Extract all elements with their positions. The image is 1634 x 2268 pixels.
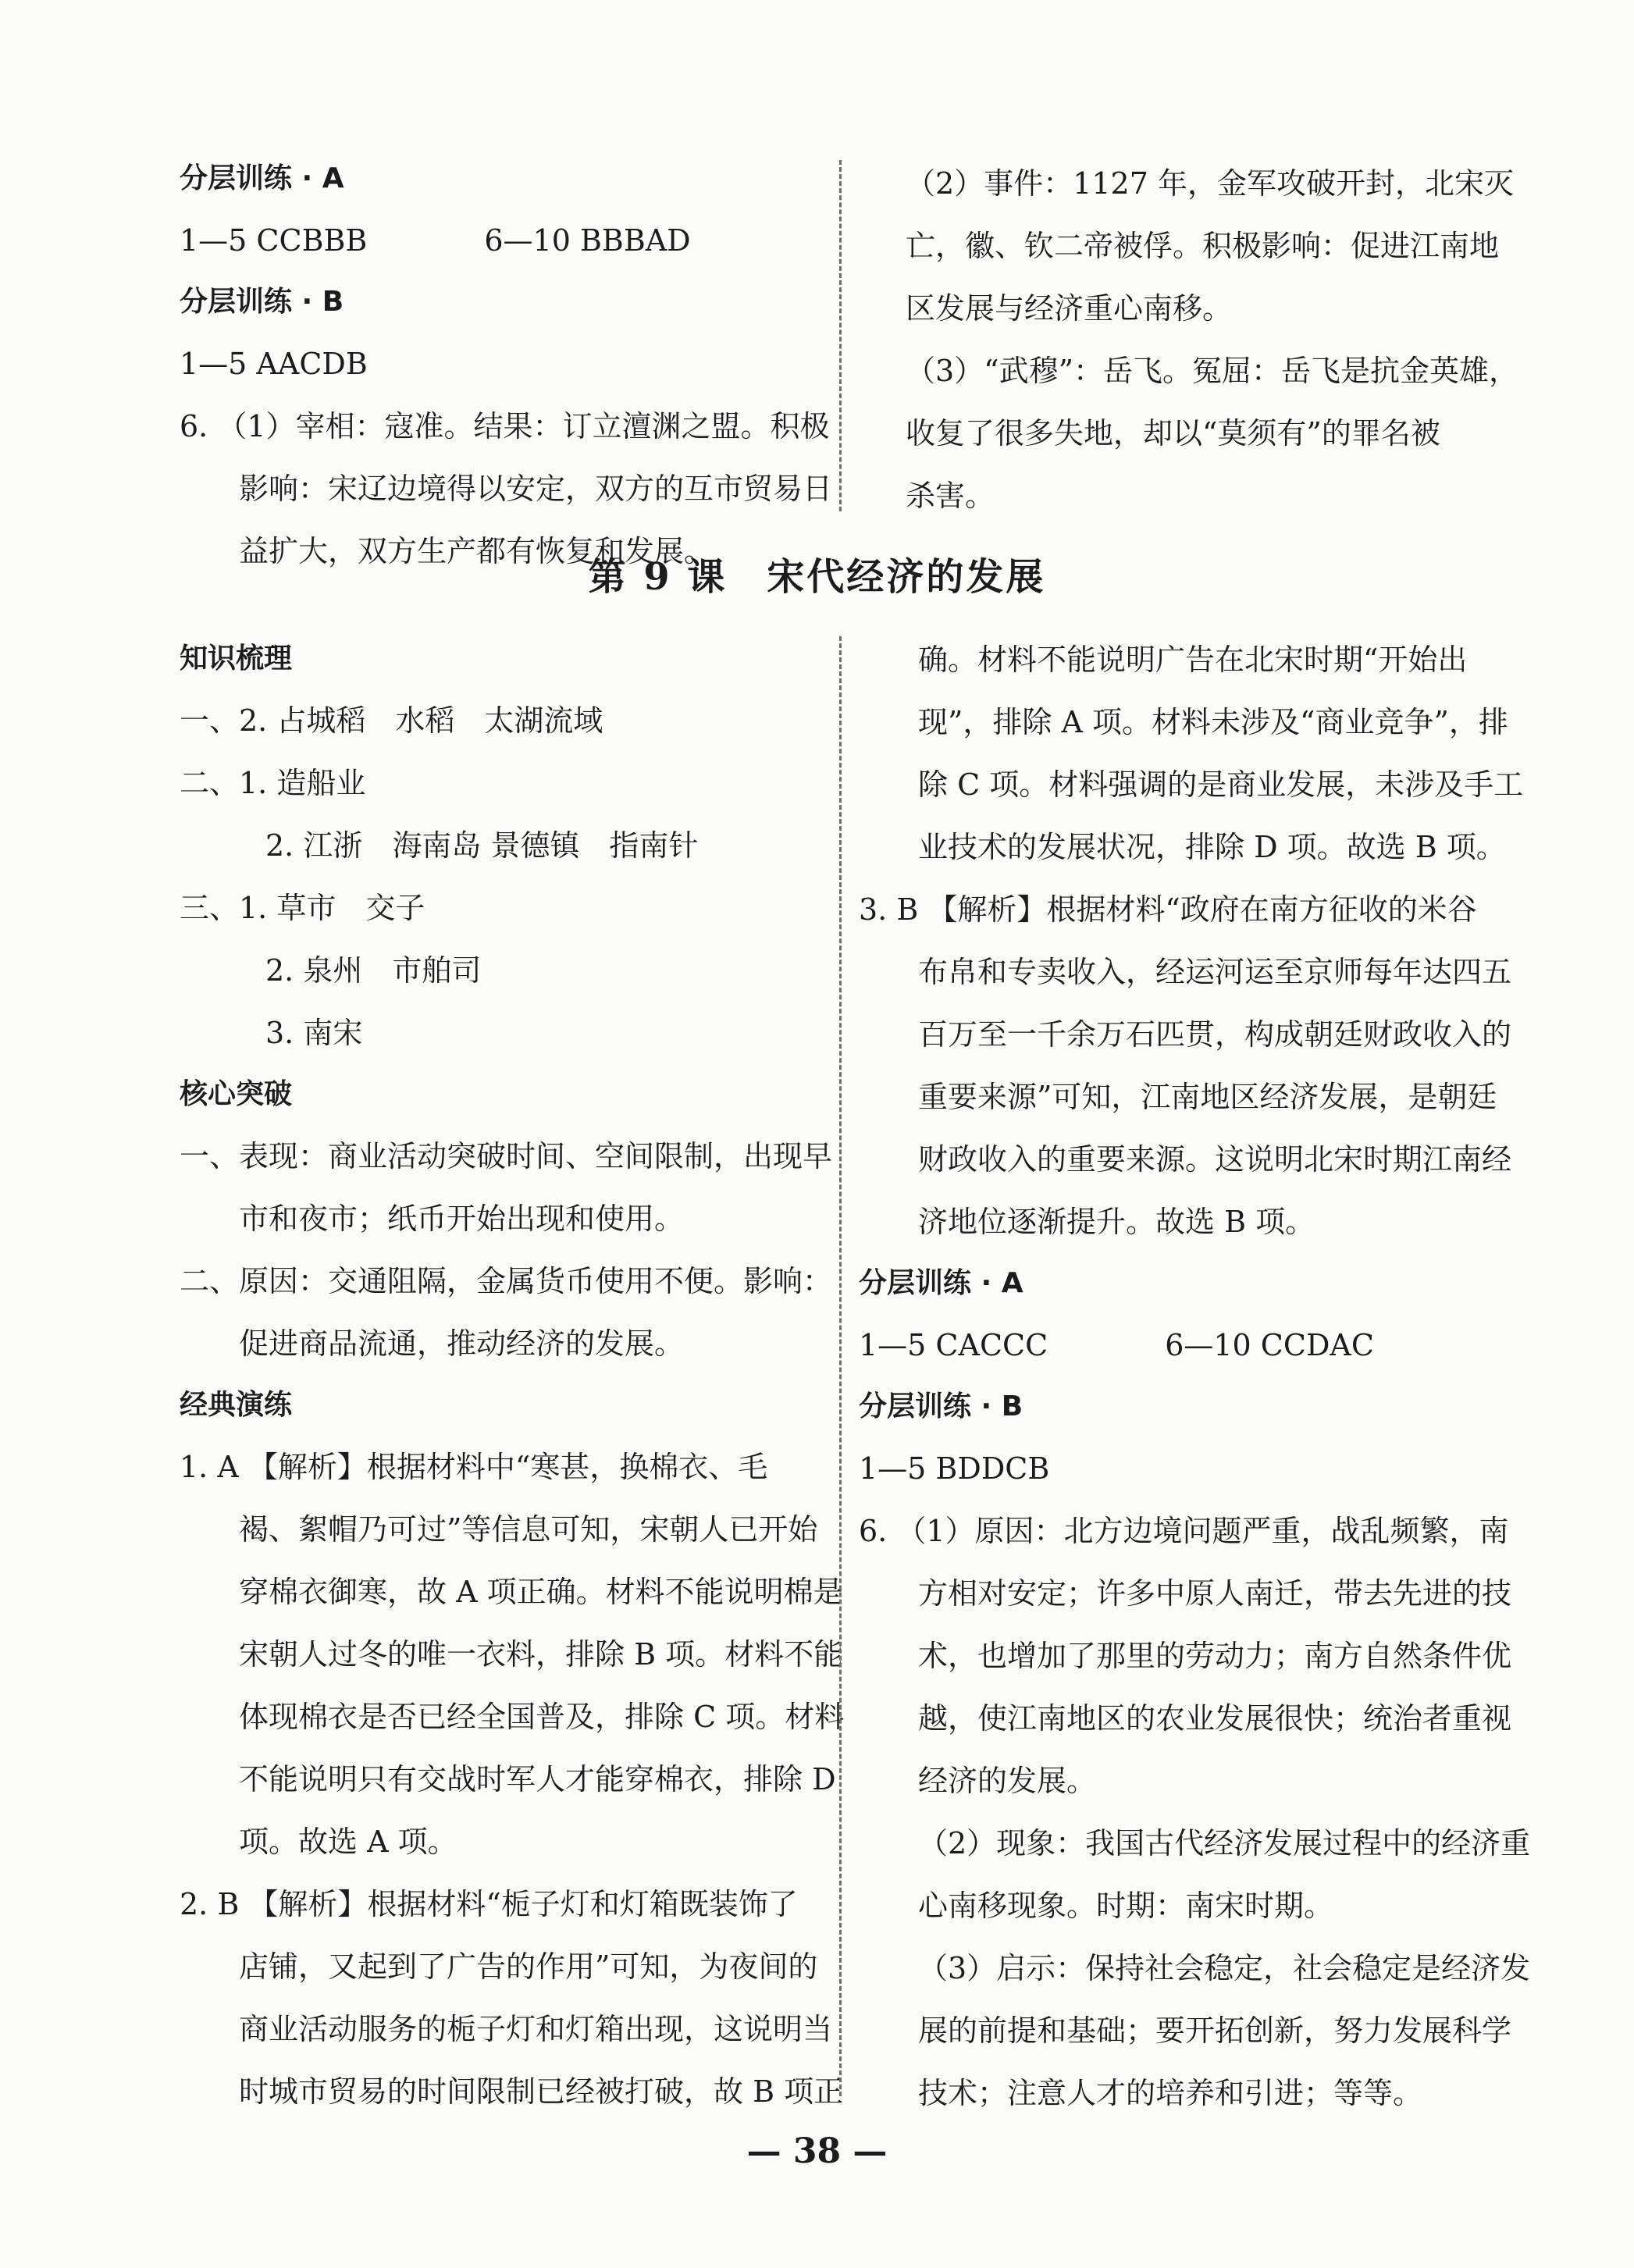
section-heading-practice: 经典演练 [180, 1389, 293, 1421]
answer-line: （2）事件：1127 年，金军攻破开封，北宋灭 [906, 166, 1514, 201]
question-2-line: 除 C 项。材料强调的是商业发展，未涉及手工 [918, 767, 1524, 802]
page-number: — 38 — [746, 2131, 888, 2171]
left-column [180, 628, 845, 2123]
top-right-column [906, 152, 1519, 527]
heading-layered-b: 分层训练 · B [180, 286, 344, 318]
section-heading-core: 核心突破 [180, 1078, 293, 1110]
question-3-line: 财政收入的重要来源。这说明北宋时期江南经 [918, 1142, 1512, 1177]
core-line: 市和夜市；纸币开始出现和使用。 [239, 1202, 685, 1236]
question-2-line: 店铺，又起到了广告的作用”可知，为夜间的 [239, 1949, 818, 1984]
heading-layered-a: 分层训练 · A [180, 162, 344, 194]
answer-range-2: 6—10 CCDAC [1165, 1328, 1374, 1362]
lesson-title: 第 9 课 宋代经济的发展 [588, 555, 1046, 599]
question-2-line: 现”，排除 A 项。材料未涉及“商业竞争”，排 [918, 705, 1508, 739]
question-6-line: 影响：宋辽边境得以安定，双方的互市贸易日 [239, 472, 833, 506]
answer-range-2: 6—10 BBBAD [484, 223, 691, 258]
answer-line: 收复了很多失地，却以“莫须有”的罪名被 [906, 416, 1440, 450]
answer-line: 1—5 BDDCB [859, 1451, 1050, 1486]
core-line: 二、原因：交通阻隔，金属货币使用不便。影响： [180, 1264, 833, 1298]
question-6-line: 经济的发展。 [918, 1764, 1097, 1798]
knowledge-line: 二、1. 造船业 [180, 766, 366, 800]
question-3-line: 百万至一千余万石匹贯，构成朝廷财政收入的 [918, 1017, 1512, 1052]
question-1-line: 项。故选 A 项。 [239, 1825, 457, 1859]
question-2-line: 时城市贸易的时间限制已经被打破，故 B 项正 [239, 2074, 844, 2109]
heading-layered-a: 分层训练 · A [859, 1267, 1023, 1299]
answer-line [180, 209, 820, 272]
question-6-line: 心南移现象。时期：南宋时期。 [918, 1889, 1334, 1923]
answer-range-1: 1—5 CCBBB [180, 223, 368, 258]
top-left-column [180, 148, 833, 582]
knowledge-line: 3. 南宋 [265, 1016, 363, 1050]
question-6-line: 6. （1）宰相：寇准。结果：订立澶渊之盟。积极 [180, 409, 830, 443]
answer-line [859, 1314, 1499, 1376]
question-6-line: 6. （1）原因：北方边境问题严重，战乱频繁，南 [859, 1514, 1509, 1548]
right-column [859, 628, 1531, 2124]
core-line: 促进商品流通，推动经济的发展。 [239, 1326, 685, 1361]
column-divider-top [839, 160, 842, 511]
question-1-line: 穿棉衣御寒，故 A 项正确。材料不能说明棉是 [239, 1575, 843, 1609]
question-6-line: 方相对安定；许多中原人南迁，带去先进的技 [918, 1576, 1512, 1611]
knowledge-line: 2. 泉州 市舶司 [265, 953, 482, 988]
heading-layered-b: 分层训练 · B [859, 1390, 1023, 1422]
question-1-line: 1. A 【解析】根据材料中“寒甚，换棉衣、毛 [180, 1450, 768, 1484]
question-2-line: 商业活动服务的栀子灯和灯箱出现，这说明当 [239, 2012, 833, 2046]
question-1-line: 宋朝人过冬的唯一衣料，排除 B 项。材料不能 [239, 1637, 844, 1672]
knowledge-line: 2. 江浙 海南岛 景德镇 指南针 [265, 828, 699, 863]
question-3-line: 济地位逐渐提升。故选 B 项。 [918, 1205, 1315, 1239]
question-6-line: （3）启示：保持社会稳定，社会稳定是经济发 [918, 1951, 1531, 1985]
knowledge-line: 三、1. 草市 交子 [180, 891, 425, 925]
question-6-line: 益扩大，双方生产都有恢复和发展。 [239, 534, 714, 568]
question-2-line: 确。材料不能说明广告在北宋时期“开始出 [918, 643, 1468, 677]
question-6-line: 术，也增加了那里的劳动力；南方自然条件优 [918, 1639, 1512, 1673]
column-divider-main [839, 636, 842, 2096]
question-2-line: 业技术的发展状况，排除 D 项。故选 B 项。 [918, 830, 1506, 864]
question-3-line: 布帛和专卖收入，经运河运至京师每年达四五 [918, 955, 1512, 989]
question-3-line: 重要来源”可知，江南地区经济发展，是朝廷 [918, 1080, 1497, 1114]
answer-line: 亡，徽、钦二帝被俘。积极影响：促进江南地 [906, 229, 1500, 263]
question-6-line: 展的前提和基础；要开拓创新，努力发展科学 [918, 2013, 1512, 2048]
answer-range-1: 1—5 CACCC [859, 1328, 1048, 1362]
question-6-line: （2）现象：我国古代经济发展过程中的经济重 [918, 1826, 1531, 1860]
question-2-line: 2. B 【解析】根据材料“栀子灯和灯箱既装饰了 [180, 1887, 798, 1921]
question-1-line: 体现棉衣是否已经全国普及，排除 C 项。材料 [239, 1700, 845, 1734]
question-1-line: 褐、絮帽乃可过”等信息可知，宋朝人已开始 [239, 1512, 818, 1547]
answer-line: 杀害。 [906, 479, 995, 513]
answer-line: 区发展与经济重心南移。 [906, 291, 1233, 326]
question-3-line: 3. B 【解析】根据材料“政府在南方征收的米谷 [859, 892, 1477, 927]
question-6-line: 技术；注意人才的培养和引进；等等。 [918, 2076, 1423, 2110]
answer-line: 1—5 AACDB [180, 347, 368, 381]
question-6-line: 越，使江南地区的农业发展很快；统治者重视 [918, 1701, 1512, 1736]
question-1-line: 不能说明只有交战时军人才能穿棉衣，排除 D [239, 1762, 836, 1796]
answer-line: （3）“武穆”：岳飞。冤屈：岳飞是抗金英雄， [906, 354, 1519, 388]
core-line: 一、表现：商业活动突破时间、空间限制，出现早 [180, 1139, 833, 1173]
section-heading-knowledge: 知识梳理 [180, 643, 293, 675]
knowledge-line: 一、2. 占城稻 水稻 太湖流域 [180, 703, 603, 738]
